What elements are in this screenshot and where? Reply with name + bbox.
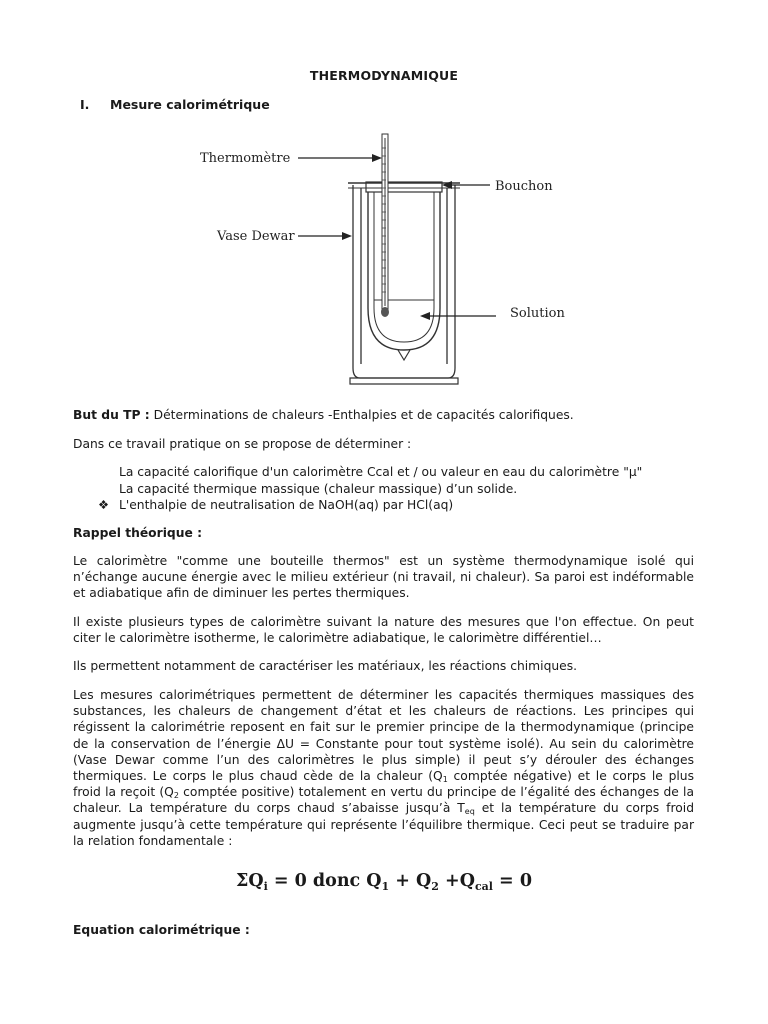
rappel-paragraph-1: Le calorimètre "comme une bouteille thermos" est un système thermodynamique isolé qui n’échange aucune énergie avec le milieu extérieur (ni travail, ni chaleur). Sa paroi est indéformable et adiabatique afin de diminuer les pertes thermiques. [73, 554, 694, 601]
formula-sigma: ΣQ [235, 871, 264, 891]
fundamental-formula [0, 871, 768, 891]
but-text: Déterminations de chaleurs -Enthalpies et de capacités calorifiques. [149, 408, 574, 422]
p4-sub-1: 1 [442, 775, 448, 785]
p4-part-a: Les mesures calorimétriques permettent de déterminer les capacités thermiques massiques des substances, les chaleurs de changement d’état et les chaleurs de réactions. Les principes qui régissent la calorimétrie reposent en fait sur le premier principe de la thermodynamique (principe de la conservation de l’énergie ΔU = Constante pour tout système isolé). Au sein du calorimètre (Vase Dewar comme l’un des calorimètres le plus simple) il peut s’y dérouler des échanges thermiques. Le corps le plus chaud cède de la chaleur (Q [73, 688, 694, 784]
label-bouchon: Bouchon [495, 179, 553, 194]
equation-heading: Equation calorimétrique : [73, 923, 250, 937]
rappel-paragraph-2: Il existe plusieurs types de calorimètre suivant la nature des mesures que l'on effectue. On peut citer le calorimètre isotherme, le calorimètre adiabatique, le calorimètre différentiel… [73, 615, 694, 646]
label-vase-dewar: Vase Dewar [217, 229, 295, 244]
thermometer-shape [381, 134, 389, 317]
rappel-heading: Rappel théorique : [73, 526, 203, 540]
objective-item-3: L'enthalpie de neutralisation de NaOH(aq) par HCl(aq) [119, 498, 454, 512]
formula-sub-cal: cal [474, 880, 493, 893]
label-solution: Solution [510, 306, 565, 321]
rappel-paragraph-4 [73, 687, 694, 849]
diamond-bullet-icon: ❖ [98, 498, 110, 512]
formula-plus-1: + Q [389, 871, 432, 891]
formula-sub-2: 2 [431, 880, 439, 893]
section-heading [80, 97, 270, 112]
formula-plus-2: +Q [438, 871, 475, 891]
section-number: I. [80, 97, 90, 112]
p4-part-d: et la température du corps froid augmente jusqu’à cette température qui représente l’équilibre thermique. Ceci peut se traduire par la relation fondamentale : [73, 801, 694, 848]
document-title: THERMODYNAMIQUE [309, 68, 459, 83]
intro-paragraph: Dans ce travail pratique on se propose de déterminer : [73, 437, 412, 451]
p4-part-b: comptée négative) et le corps le plus froid la reçoit (Q [73, 769, 694, 800]
p4-sub-2: 2 [173, 791, 179, 801]
formula-end: = 0 [492, 871, 532, 891]
but-paragraph [73, 407, 694, 423]
calorimeter-figure [190, 128, 590, 390]
dewar-inner-flask [368, 192, 440, 350]
p4-sub-eq: eq [464, 807, 475, 817]
objective-item-1: La capacité calorifique d'un calorimètre Ccal et / ou valeur en eau du calorimètre "µ" [119, 465, 643, 479]
label-thermometre: Thermomètre [200, 151, 291, 166]
section-title: Mesure calorimétrique [110, 97, 270, 112]
formula-mid: = 0 donc Q [267, 871, 382, 891]
rappel-paragraph-3: Ils permettent notamment de caractériser les matériaux, les réactions chimiques. [73, 659, 578, 673]
formula-sub-i: i [263, 880, 268, 893]
p4-part-c: comptée positive) totalement en vertu du principe de l’égalité des échanges de la chaleur. La température du corps chaud s’abaisse jusqu’à T [73, 785, 695, 816]
formula-sub-1: 1 [381, 880, 390, 893]
but-label: But du TP : [73, 408, 150, 422]
objective-item-2: La capacité thermique massique (chaleur massique) d’un solide. [119, 482, 518, 496]
